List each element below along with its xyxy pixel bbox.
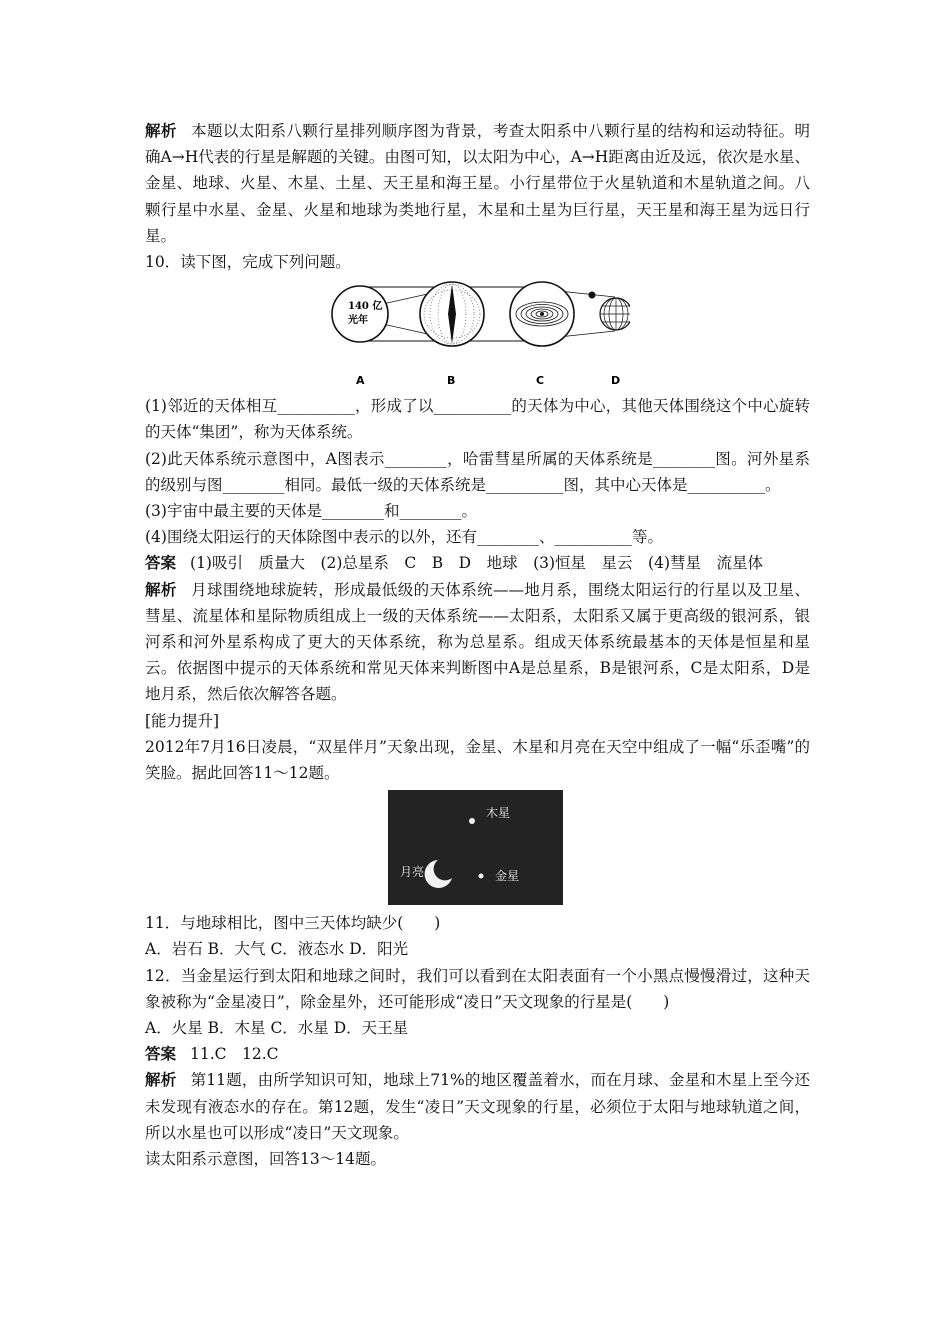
question-10-stem: 10．读下图，完成下列问题。 <box>145 253 351 272</box>
jupiter-dot <box>469 818 475 824</box>
circle-a <box>332 286 388 342</box>
answer-label: 答案 <box>145 553 177 573</box>
label-d: D <box>611 374 621 388</box>
question-10-sub-2: (2)此天体系统示意图中，A图表示________，哈雷彗星所属的天体系统是________图。河外星系的级别与图________相同。最低一级的天体系统是__________图，其中心天体是__________。 <box>145 449 810 494</box>
label-b: B <box>447 374 456 388</box>
analysis-text: 月球围绕地球旋转，形成最低级的天体系统——地月系，围绕太阳运行的行星以及卫星、彗星、流星体和星际物质组成上一级的天体系统——太阳系，太阳系又属于更高级的银河系，银河系和河外星系构成了更大的天体系统，称为总星系。组成天体系统最基本的天体是恒星和星云。依据图中提示的天体系统和常见天体来判断图中A是总星系，B是银河系，C是太阳系，D是地月系，然后依次解答各题。 <box>145 580 810 704</box>
analysis-label: 解析 <box>145 579 177 599</box>
crescent-moon-icon <box>425 860 452 888</box>
next-question-intro: 读太阳系示意图，回答13～14题。 <box>145 1150 386 1169</box>
venus-dot <box>479 874 484 879</box>
celestial-systems-diagram <box>330 277 630 391</box>
analysis-10 <box>145 577 810 708</box>
answer-11-12 <box>145 1041 810 1067</box>
celestial-systems-figure <box>145 275 810 393</box>
analysis-paragraph-1 <box>145 118 810 249</box>
question-11-stem: 11．与地球相比，图中三天体均缺少( ) <box>145 914 441 933</box>
answer-text: (1)吸引 质量大 (2)总星系 C B D 地球 (3)恒星 星云 (4)彗星 流星体 <box>190 554 764 573</box>
circle-a-text-1: 140 亿 <box>348 301 383 313</box>
document-content <box>145 118 810 1172</box>
answer-10 <box>145 550 810 576</box>
venus-label: 金星 <box>495 869 520 884</box>
answer-label: 答案 <box>145 1044 177 1064</box>
ability-intro: 2012年7月16日凌晨，“双星伴月”天象出现，金星、木星和月亮在天空中组成了一幅“乐歪嘴”的笑脸。据此回答11～12题。 <box>145 737 810 783</box>
question-12-options: A．火星 B．木星 C．水星 D．天王星 <box>145 1019 409 1038</box>
question-10-sub-4: (4)围绕太阳运行的天体除图中表示的以外，还有________、__________等。 <box>145 528 663 547</box>
circle-a-text-2: 光年 <box>348 315 368 327</box>
question-11-options: A．岩石 B．大气 C．液态水 D．阳光 <box>145 940 409 959</box>
analysis-label: 解析 <box>145 121 177 140</box>
question-10-sub-3: (3)宇宙中最主要的天体是________和________。 <box>145 502 477 521</box>
moon-dot <box>589 292 596 299</box>
moon-label: 月亮 <box>400 865 425 880</box>
night-sky-photo <box>388 790 563 905</box>
ability-heading: [能力提升] <box>145 711 220 730</box>
analysis-11-12 <box>145 1067 810 1146</box>
analysis-label: 解析 <box>145 1070 177 1090</box>
analysis-text: 第11题，由所学知识可知，地球上71%的地区覆盖着水，而在月球、金星和木星上至今还未发现有液态水的存在。第12题，发生“凌日”天文现象的行星，必须位于太阳与地球轨道之间，所以水星也可以形成“凌日”天文现象。 <box>145 1071 810 1142</box>
answer-text: 11.C 12.C <box>190 1045 279 1064</box>
question-12-stem: 12．当金星运行到太阳和地球之间时，我们可以看到在太阳表面有一个小黑点慢慢滑过，这种天象被称为“金星凌日”，除金星外，还可能形成“凌日”天文现象的行星是( ) <box>145 966 810 1011</box>
question-10-sub-1: (1)邻近的天体相互__________，形成了以__________的天体为中心，其他天体围绕这个中心旋转的天体“集团”，称为天体系统。 <box>145 397 810 442</box>
night-sky-figure <box>145 786 810 910</box>
label-c: C <box>536 374 545 388</box>
jupiter-label: 木星 <box>486 806 511 821</box>
analysis-text: 本题以太阳系八颗行星排列顺序图为背景，考查太阳系中八颗行星的结构和运动特征。明确A→H代表的行星是解题的关键。由图可知，以太阳为中心，A→H距离由近及远，依次是水星、金星、地球、火星、木星、土星、天王星和海王星。小行星带位于火星轨道和木星轨道之间。八颗行星中水星、金星、火星和地球为类地行星，木星和土星为巨行星，天王星和海王星为远日行星。 <box>145 122 810 245</box>
label-a: A <box>356 374 365 388</box>
